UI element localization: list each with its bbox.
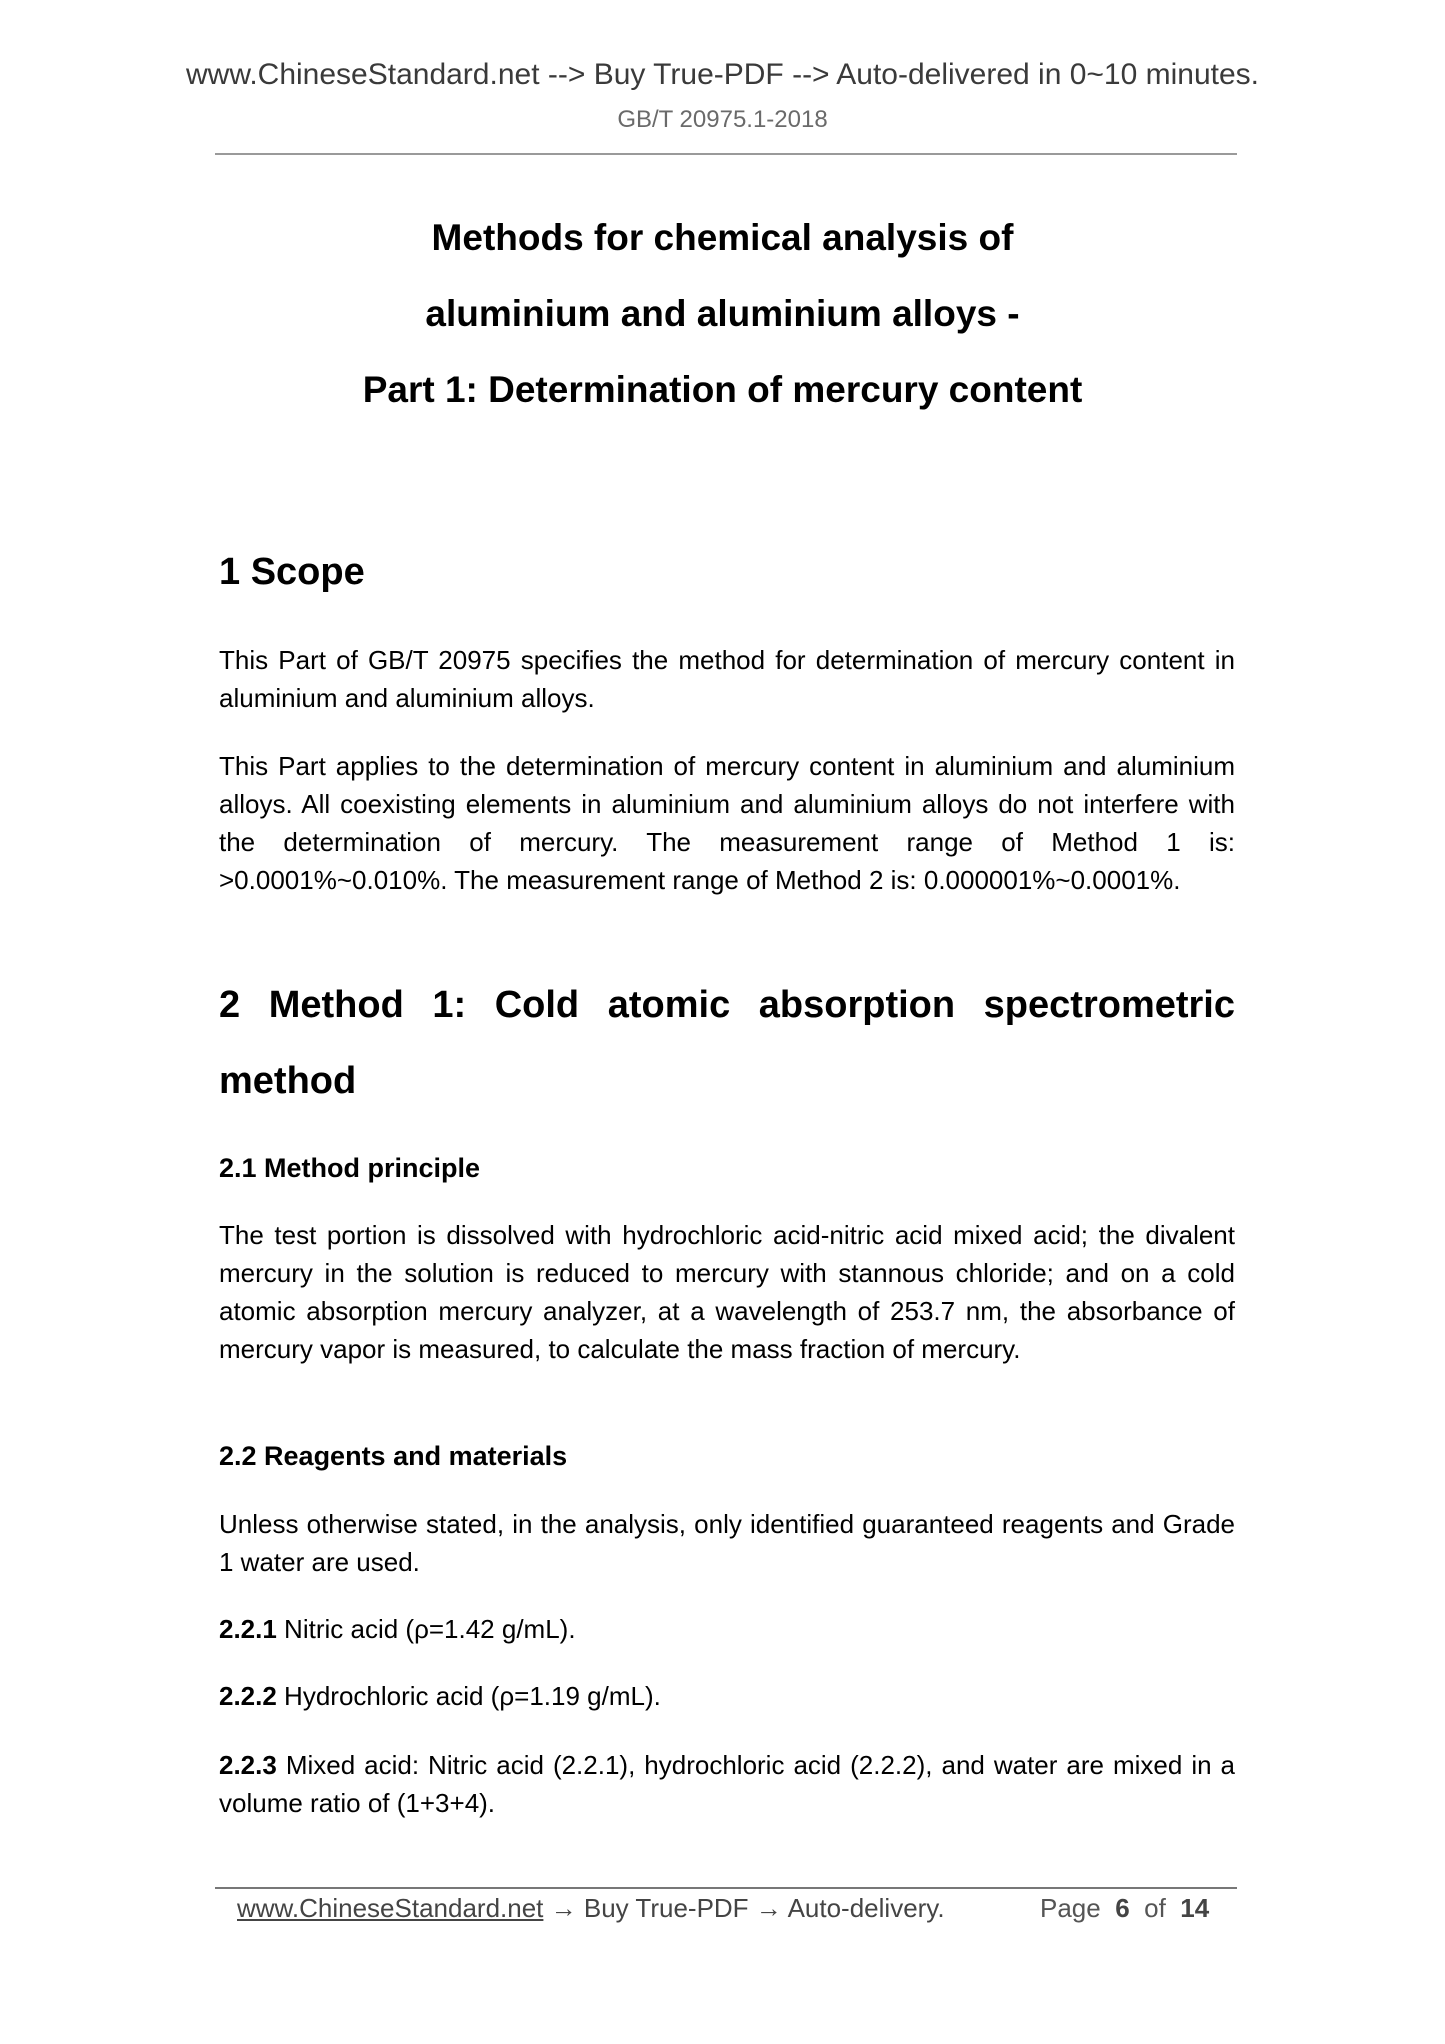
reagent-item bbox=[219, 1677, 1235, 1715]
reagent-number: 2.2.2 bbox=[219, 1681, 277, 1711]
footer-text: → Buy True-PDF → Auto-delivery. bbox=[543, 1893, 945, 1923]
page-label: Page bbox=[1040, 1893, 1101, 1923]
scope-paragraph-2: This Part applies to the determination of mercury content in aluminium and aluminium alloys. All coexisting elements in aluminium and aluminium alloys do not interfere with the determination of mercury. The measurement range of Method 1 is: >0.0001%~0.010%. The measurement range of Method 2 is: 0.000001%~0.0001%. bbox=[219, 751, 1235, 895]
header-banner: www.ChineseStandard.net --> Buy True-PDF --> Auto-delivered in 0~10 minutes. bbox=[185, 58, 1260, 91]
title-line-1: Methods for chemical analysis of bbox=[431, 217, 1014, 258]
scope-heading: 1 Scope bbox=[219, 551, 365, 593]
reagent-text: Nitric acid (ρ=1.42 g/mL). bbox=[276, 1614, 576, 1644]
standard-code: GB/T 20975.1-2018 bbox=[617, 106, 828, 133]
page-total: 14 bbox=[1180, 1893, 1210, 1923]
of-label: of bbox=[1144, 1893, 1166, 1923]
title-line-3: Part 1: Determination of mercury content bbox=[362, 369, 1083, 410]
footer-divider bbox=[215, 1887, 1237, 1889]
scope-paragraph-1: This Part of GB/T 20975 specifies the method for determination of mercury content in aluminium and aluminium alloys. bbox=[219, 645, 1235, 713]
footer-link[interactable]: www.ChineseStandard.net bbox=[237, 1893, 544, 1923]
reagent-number: 2.2.3 bbox=[219, 1750, 277, 1780]
page-indicator bbox=[1040, 1893, 1209, 1924]
reagent-item bbox=[219, 1610, 1235, 1648]
title-line-2: aluminium and aluminium alloys - bbox=[425, 293, 1020, 334]
header-divider bbox=[215, 153, 1237, 155]
principle-heading: 2.1 Method principle bbox=[219, 1153, 481, 1183]
reagent-text: Hydrochloric acid (ρ=1.19 g/mL). bbox=[276, 1681, 661, 1711]
principle-paragraph: The test portion is dissolved with hydrochloric acid-nitric acid mixed acid; the divalent mercury in the solution is reduced to mercury with stannous chloride; and on a cold atomic absorption mercury analyzer, at a wavelength of 253.7 nm, the absorbance of mercury vapor is measured, to calculate the mass fraction of mercury. bbox=[219, 1220, 1235, 1364]
method1-heading: 2 Method 1: Cold atomic absorption spectrometric method bbox=[219, 984, 1235, 1102]
footer-promo bbox=[237, 1893, 945, 1924]
reagent-item bbox=[219, 1746, 1235, 1822]
reagents-paragraph: Unless otherwise stated, in the analysis, only identified guaranteed reagents and Grade 1 water are used. bbox=[219, 1509, 1235, 1577]
reagent-number: 2.2.1 bbox=[219, 1614, 277, 1644]
reagents-heading: 2.2 Reagents and materials bbox=[219, 1441, 568, 1471]
reagent-text: Mixed acid: Nitric acid (2.2.1), hydrochloric acid (2.2.2), and water are mixed in a volume ratio of (1+3+4). bbox=[219, 1750, 1235, 1818]
page-number: 6 bbox=[1115, 1893, 1130, 1923]
